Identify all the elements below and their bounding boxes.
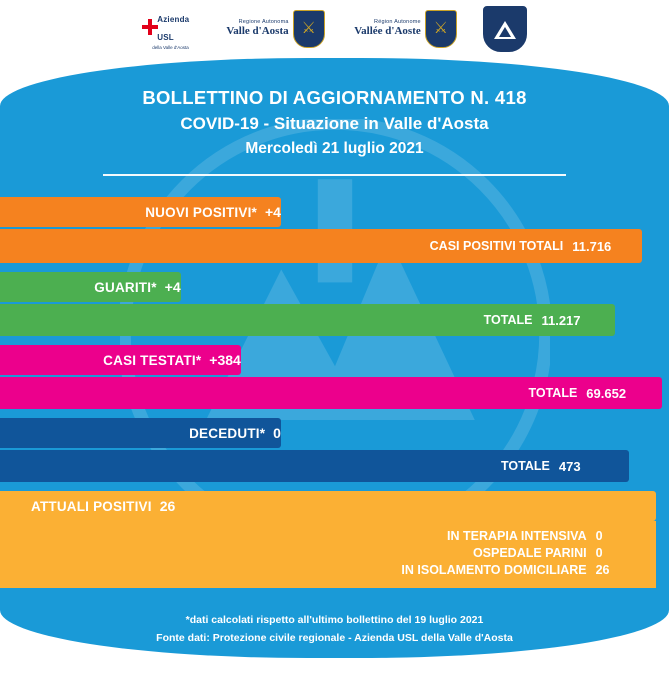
detail-row-isolamento-domiciliare <box>0 561 656 578</box>
bar-value-attuali-positivi: 26 <box>159 498 176 514</box>
logo-usl-line2: USL <box>157 32 174 42</box>
azienda-usl-logo <box>142 6 200 52</box>
regione-autonoma-logo-it <box>222 9 330 49</box>
footer <box>0 612 669 648</box>
red-cross-icon <box>142 19 155 35</box>
logo-strip <box>0 0 669 58</box>
shield-icon-fr: ⚔ <box>425 10 457 48</box>
stat-block-guariti <box>0 272 669 336</box>
bar-casi-testati-daily <box>0 345 241 375</box>
bar-label-casi-testati: CASI TESTATI* <box>103 352 202 368</box>
detail-row-ospedale-parini <box>0 544 656 561</box>
logo-usl-line1: Azienda <box>157 14 190 24</box>
shield-icon: ⚔ <box>293 10 325 48</box>
detail-value-isolamento-domiciliare: 26 <box>595 562 610 577</box>
region-autonome-logo-fr <box>352 9 460 49</box>
bar-label-deceduti: DECEDUTI* <box>189 425 266 441</box>
stat-block-nuovi-positivi <box>0 197 669 263</box>
bulletin-header <box>0 58 669 158</box>
page-subtitle: COVID-19 - Situazione in Valle d'Aosta <box>180 114 489 133</box>
detail-label-ospedale-parini: OSPEDALE PARINI <box>472 545 587 560</box>
bar-attuali-positivi-daily <box>0 491 656 521</box>
bar-guariti-total <box>0 304 615 336</box>
logo-usl-sub: della Valle d'Aosta <box>152 44 189 50</box>
bar-guariti-daily <box>0 272 181 302</box>
detail-value-terapia-intensiva: 0 <box>595 528 603 543</box>
bar-label-nuovi-positivi: NUOVI POSITIVI* <box>145 204 257 220</box>
detail-value-guariti-totale: 11.217 <box>541 312 581 328</box>
stat-block-deceduti <box>0 418 669 482</box>
bar-value-nuovi-positivi: +4 <box>265 204 281 220</box>
protezione-civile-logo <box>482 7 528 51</box>
bar-label-attuali-positivi: ATTUALI POSITIVI <box>31 498 152 514</box>
rava-fr-line2: Vallée d'Aoste <box>354 25 421 38</box>
bar-value-casi-testati: +384 <box>209 352 241 368</box>
footer-note: *dati calcolati rispetto all'ultimo bollettino del 19 luglio 2021 <box>185 614 484 626</box>
bar-deceduti-daily <box>0 418 281 448</box>
detail-value-casi-testati-totale: 69.652 <box>586 385 627 401</box>
bar-attuali-positivi-breakdown <box>0 521 656 588</box>
detail-label-guariti-totale: TOTALE <box>483 313 533 327</box>
civil-protection-icon <box>483 6 527 52</box>
detail-value-casi-positivi-totali: 11.716 <box>572 238 612 254</box>
stats-bars <box>0 197 669 588</box>
footer-source: Fonte dati: Protezione civile regionale - Azienda USL della Valle d'Aosta <box>156 631 513 644</box>
bar-nuovi-positivi-daily <box>0 197 281 227</box>
bar-value-guariti: +4 <box>164 279 181 295</box>
stat-block-casi-testati <box>0 345 669 409</box>
detail-row-terapia-intensiva <box>0 527 656 544</box>
bulletin-panel <box>0 58 669 658</box>
detail-label-deceduti-totale: TOTALE <box>501 459 550 473</box>
page-title: BOLLETTINO DI AGGIORNAMENTO N. 418 <box>142 87 527 108</box>
page-date: Mercoledì 21 luglio 2021 <box>245 140 424 157</box>
rava-it-line1: Regione Autonoma <box>238 19 289 26</box>
divider <box>103 174 566 176</box>
bar-deceduti-total <box>0 450 629 482</box>
bar-nuovi-positivi-total <box>0 229 642 263</box>
detail-label-terapia-intensiva: IN TERAPIA INTENSIVA <box>447 528 587 543</box>
bar-value-deceduti: 0 <box>273 425 281 441</box>
detail-value-ospedale-parini: 0 <box>595 545 603 560</box>
detail-label-isolamento-domiciliare: IN ISOLAMENTO DOMICILIARE <box>401 562 587 577</box>
bar-casi-testati-total <box>0 377 662 409</box>
rava-it-line2: Valle d'Aosta <box>226 25 289 38</box>
stat-block-attuali-positivi <box>0 491 669 588</box>
detail-value-deceduti-totale: 473 <box>558 458 581 474</box>
bar-label-guariti: GUARITI* <box>94 279 157 295</box>
rava-fr-line1: Région Autonome <box>374 19 421 26</box>
detail-label-casi-positivi-totali: CASI POSITIVI TOTALI <box>429 239 564 253</box>
detail-label-casi-testati-totale: TOTALE <box>528 386 578 400</box>
